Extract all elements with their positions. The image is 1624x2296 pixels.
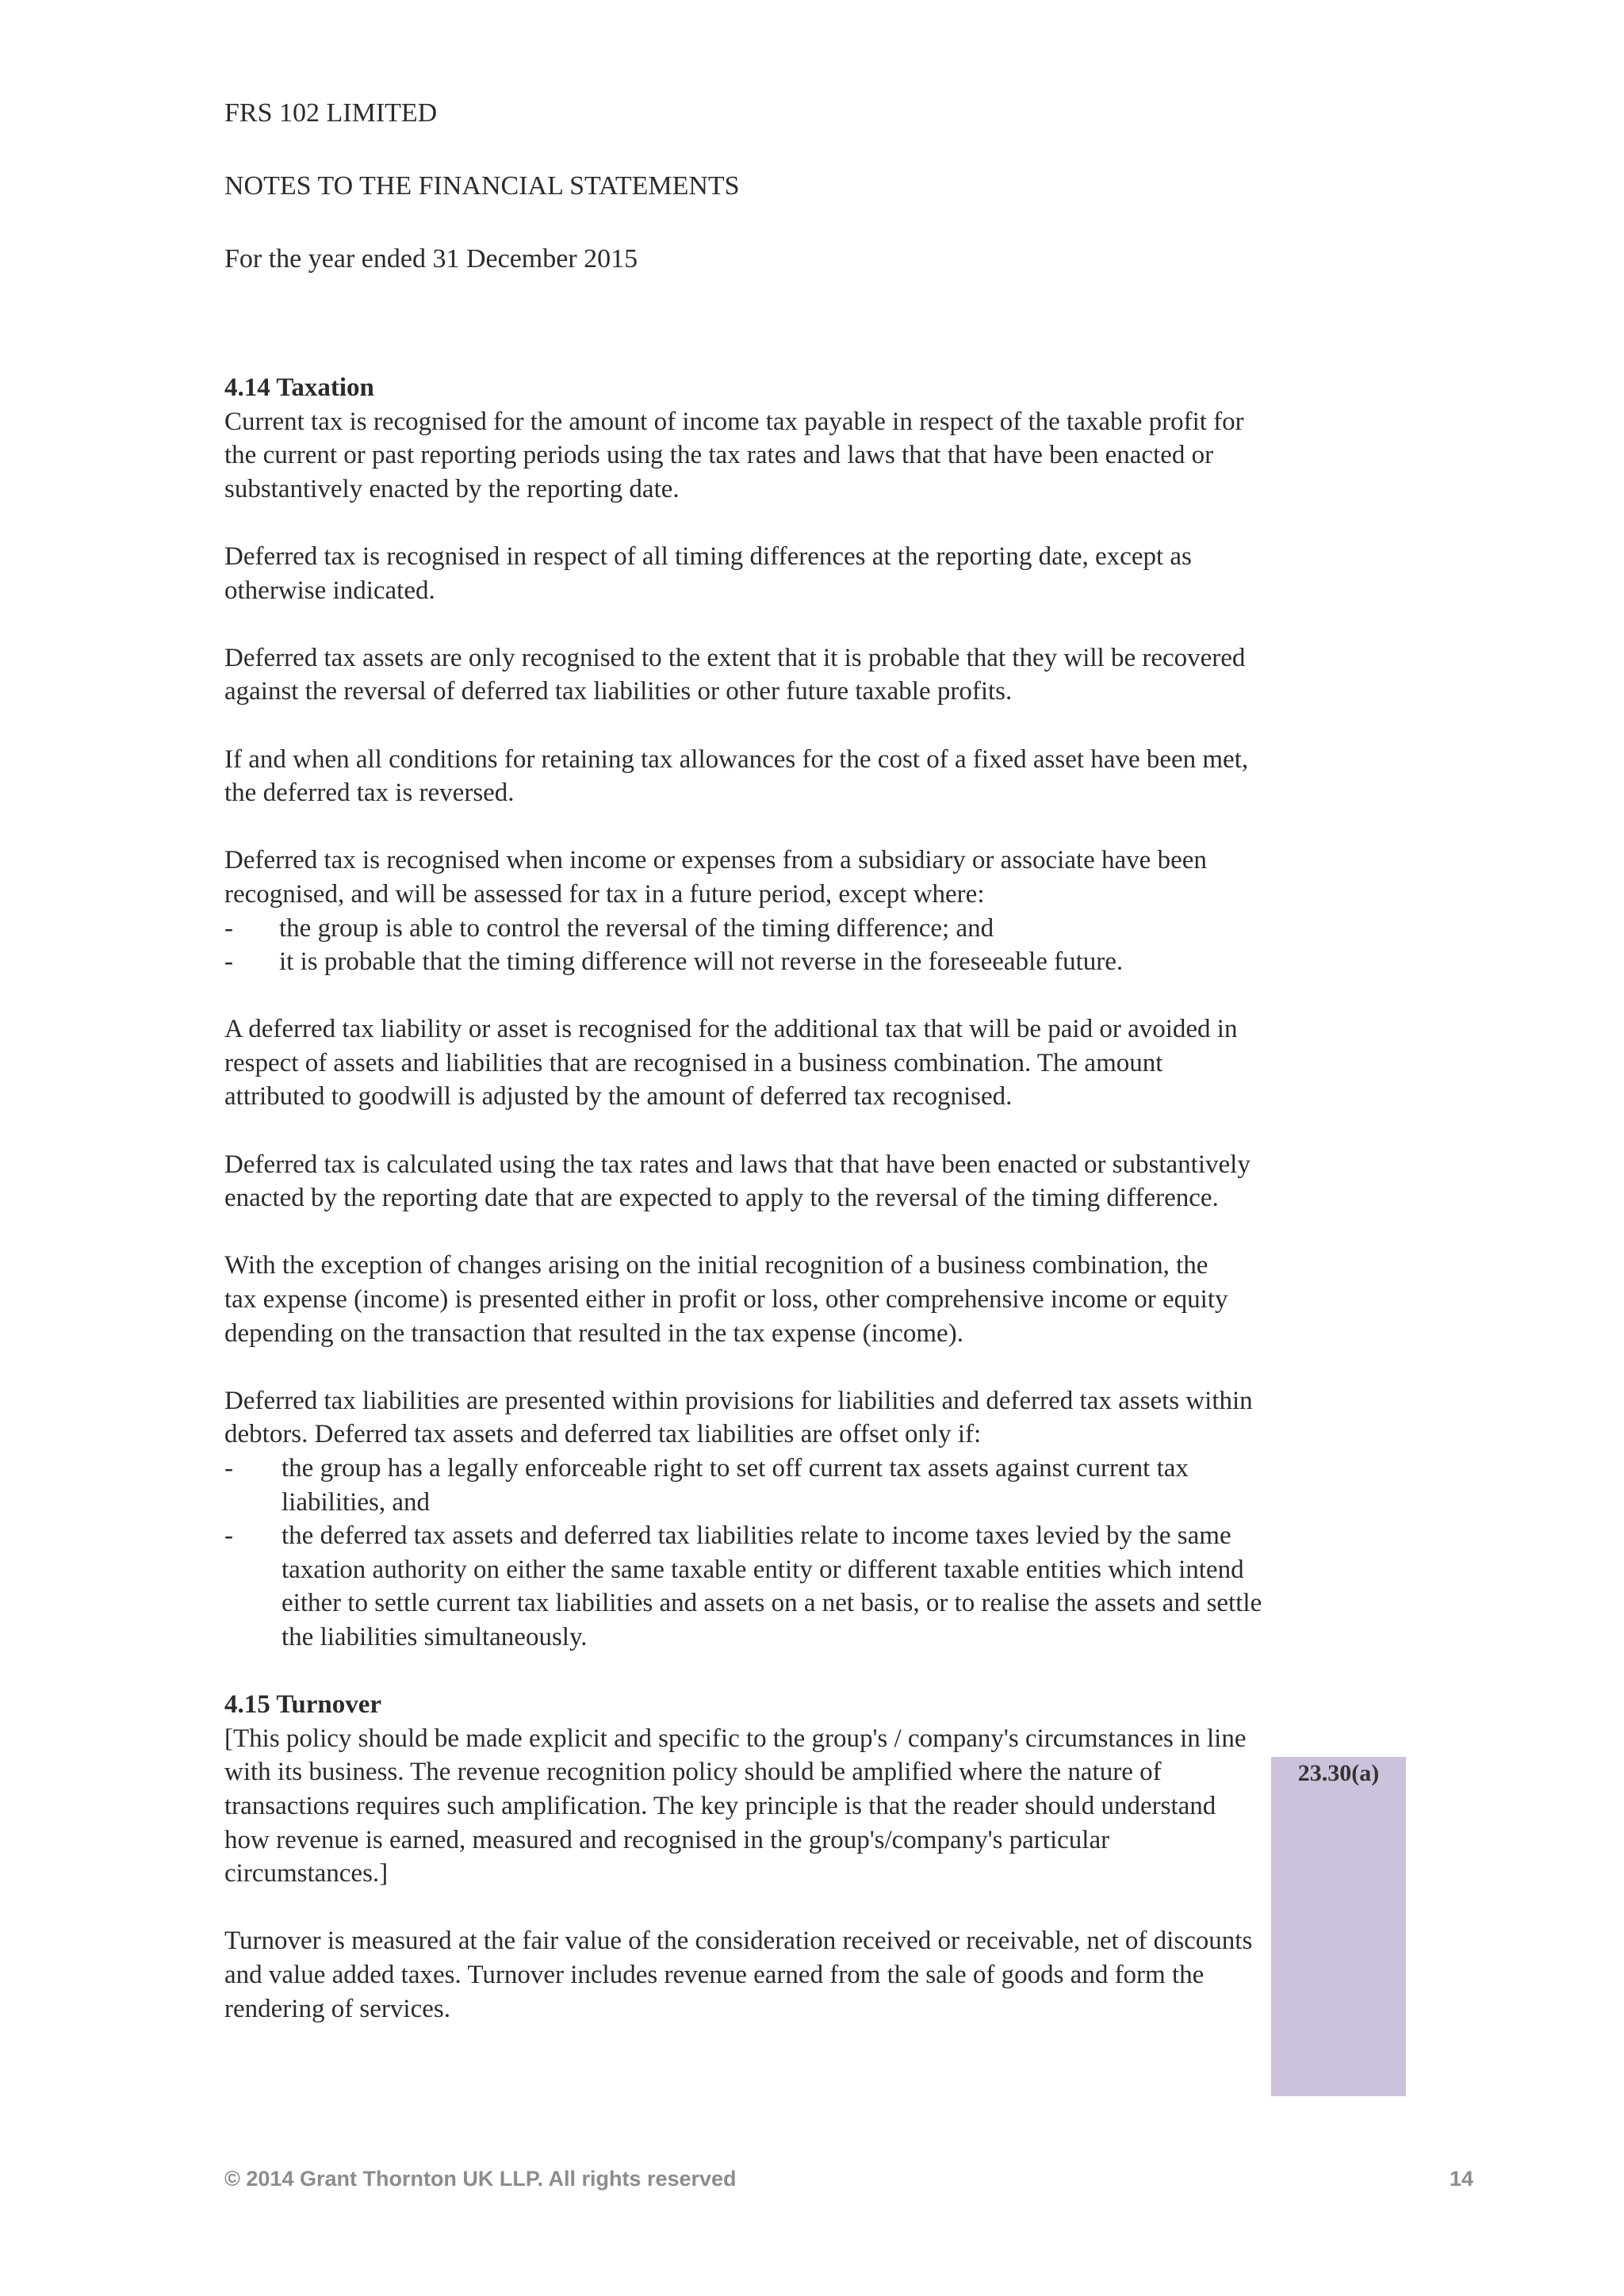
paragraph: Deferred tax is recognised when income or expenses from a subsidiary or associate have been recognised, and will be assessed for tax in a future period, except where:	[224, 846, 1207, 909]
paragraph: Turnover is measured at the fair value of the consideration received or receivable, net of discounts and value added taxes. Turnover includes revenue earned from the sale of goods and form the rendering of services.	[224, 1927, 1253, 2023]
list-item-text: the group has a legally enforceable right to set off current tax assets against current tax liabilities, and	[282, 1454, 1189, 1517]
notes-body	[224, 371, 1273, 2026]
paragraph: Current tax is recognised for the amount of income tax payable in respect of the taxable profit for the current or past reporting periods using the tax rates and laws that that have been enacted or substantively enacted by the reporting date.	[224, 407, 1244, 503]
list-item	[224, 945, 1273, 979]
list-item	[224, 912, 1273, 946]
paragraph: [This policy should be made explicit and specific to the group's / company's circumstances in line with its business. The revenue recognition policy should be amplified where the nature of transactions requires such amplification. The key principle is that the reader should understand how revenue is earned, measured and recognised in the group's/company's particular circumstances.]	[224, 1724, 1247, 1888]
section-heading-turnover: 4.15 Turnover	[224, 1690, 382, 1720]
paragraph: With the exception of changes arising on the initial recognition of a business combination, the tax expense (income) is presented either in profit or loss, other comprehensive income or equity depending on the transaction that resulted in the tax expense (income).	[224, 1251, 1228, 1348]
paragraph: A deferred tax liability or asset is recognised for the additional tax that will be paid or avoided in respect of assets and liabilities that are recognised in a business combination. The amount attributed to goodwill is adjusted by the amount of deferred tax recognised.	[224, 1015, 1238, 1112]
company-name: FRS 102 LIMITED	[224, 98, 438, 128]
list-item	[224, 1452, 1265, 1519]
section-heading-taxation: 4.14 Taxation	[224, 373, 374, 402]
bullet-dash: -	[224, 1521, 233, 1551]
bullet-dash: -	[224, 913, 233, 943]
paragraph: If and when all conditions for retaining tax allowances for the cost of a fixed asset have been met, the deferred tax is reversed.	[224, 744, 1249, 808]
paragraph: Deferred tax liabilities are presented within provisions for liabilities and deferred tax assets within debtors. Deferred tax assets and deferred tax liabilities are offset only if:	[224, 1386, 1253, 1449]
list-item	[224, 1519, 1265, 1654]
list-item-text: the group is able to control the reversal of the timing difference; and	[279, 913, 994, 943]
page-number: 14	[1450, 2167, 1474, 2191]
reporting-period: For the year ended 31 December 2015	[224, 244, 638, 274]
list-item-text: it is probable that the timing difference will not reverse in the foreseeable future.	[279, 947, 1124, 977]
paragraph: Deferred tax is calculated using the tax rates and laws that that have been enacted or substantively enacted by the reporting date that are expected to apply to the reversal of the timing difference.	[224, 1150, 1251, 1213]
margin-reference: 23.30(a)	[1297, 1760, 1380, 1786]
bullet-dash: -	[224, 1454, 233, 1483]
paragraph: Deferred tax assets are only recognised to the extent that it is probable that they will be recovered against the reversal of deferred tax liabilities or other future taxable profits.	[224, 643, 1246, 706]
margin-reference-box	[1271, 1757, 1406, 2096]
footer-copyright: © 2014 Grant Thornton UK LLP. All rights reserved	[224, 2167, 737, 2191]
list-item-text: the deferred tax assets and deferred tax liabilities relate to income taxes levied by the same taxation authority on either the same taxable entity or different taxable entities which intend either to settle current tax liabilities and assets on a net basis, or to realise the assets and settle the liabilities simultaneously.	[282, 1521, 1262, 1651]
bullet-dash: -	[224, 947, 233, 977]
document-title: NOTES TO THE FINANCIAL STATEMENTS	[224, 171, 740, 201]
paragraph: Deferred tax is recognised in respect of all timing differences at the reporting date, except as otherwise indicated.	[224, 541, 1192, 605]
